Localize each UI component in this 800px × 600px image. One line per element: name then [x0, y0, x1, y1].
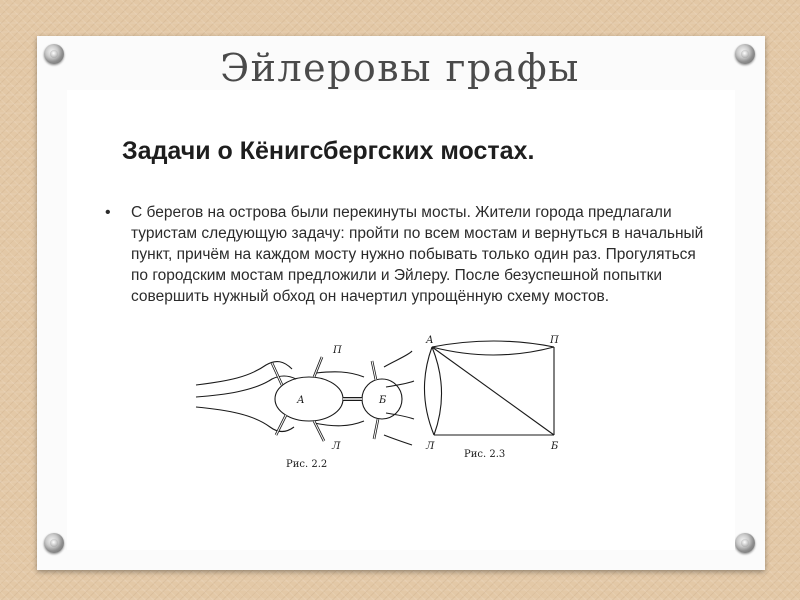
figure-caption-map: Рис. 2.2 — [286, 459, 328, 470]
label-island-a: А — [297, 395, 305, 406]
slide-title: Эйлеровы графы — [220, 46, 580, 90]
content-box — [67, 90, 735, 550]
pushpin-icon — [44, 533, 64, 553]
list-item — [105, 202, 705, 307]
bullet-list — [105, 202, 705, 307]
euler-graph-diagram — [424, 341, 554, 435]
island-a-shape — [275, 377, 343, 421]
figure-caption-graph: Рис. 2.3 — [464, 449, 506, 460]
label-bottom-bank: Л — [332, 441, 341, 452]
pushpin-icon — [735, 533, 755, 553]
label-island-b: Б — [379, 395, 387, 406]
graph-vertex-b: Б — [551, 441, 559, 452]
bullet-text: С берегов на острова были перекинуты мосты. Жители города предлагали туристам следующую задачу: пройти по всем мостам и вернуться в начальный пункт, причём на каждом мосту нужно побывать только один раз. Прогуляться по городским мостам предложили и Эйлеру. После безуспешной попытки совершить нужный обход он начертил упрощённую схему мостов. — [131, 204, 704, 305]
bridges-figure — [194, 335, 564, 475]
graph-vertex-l: Л — [426, 441, 435, 452]
graph-vertex-p: П — [550, 335, 559, 346]
content-heading: Задачи о Кёнигсбергских мостах. — [122, 137, 535, 165]
bullet-icon: • — [105, 204, 111, 221]
graph-vertex-a: А — [426, 335, 434, 346]
label-top-bank: П — [333, 345, 342, 356]
